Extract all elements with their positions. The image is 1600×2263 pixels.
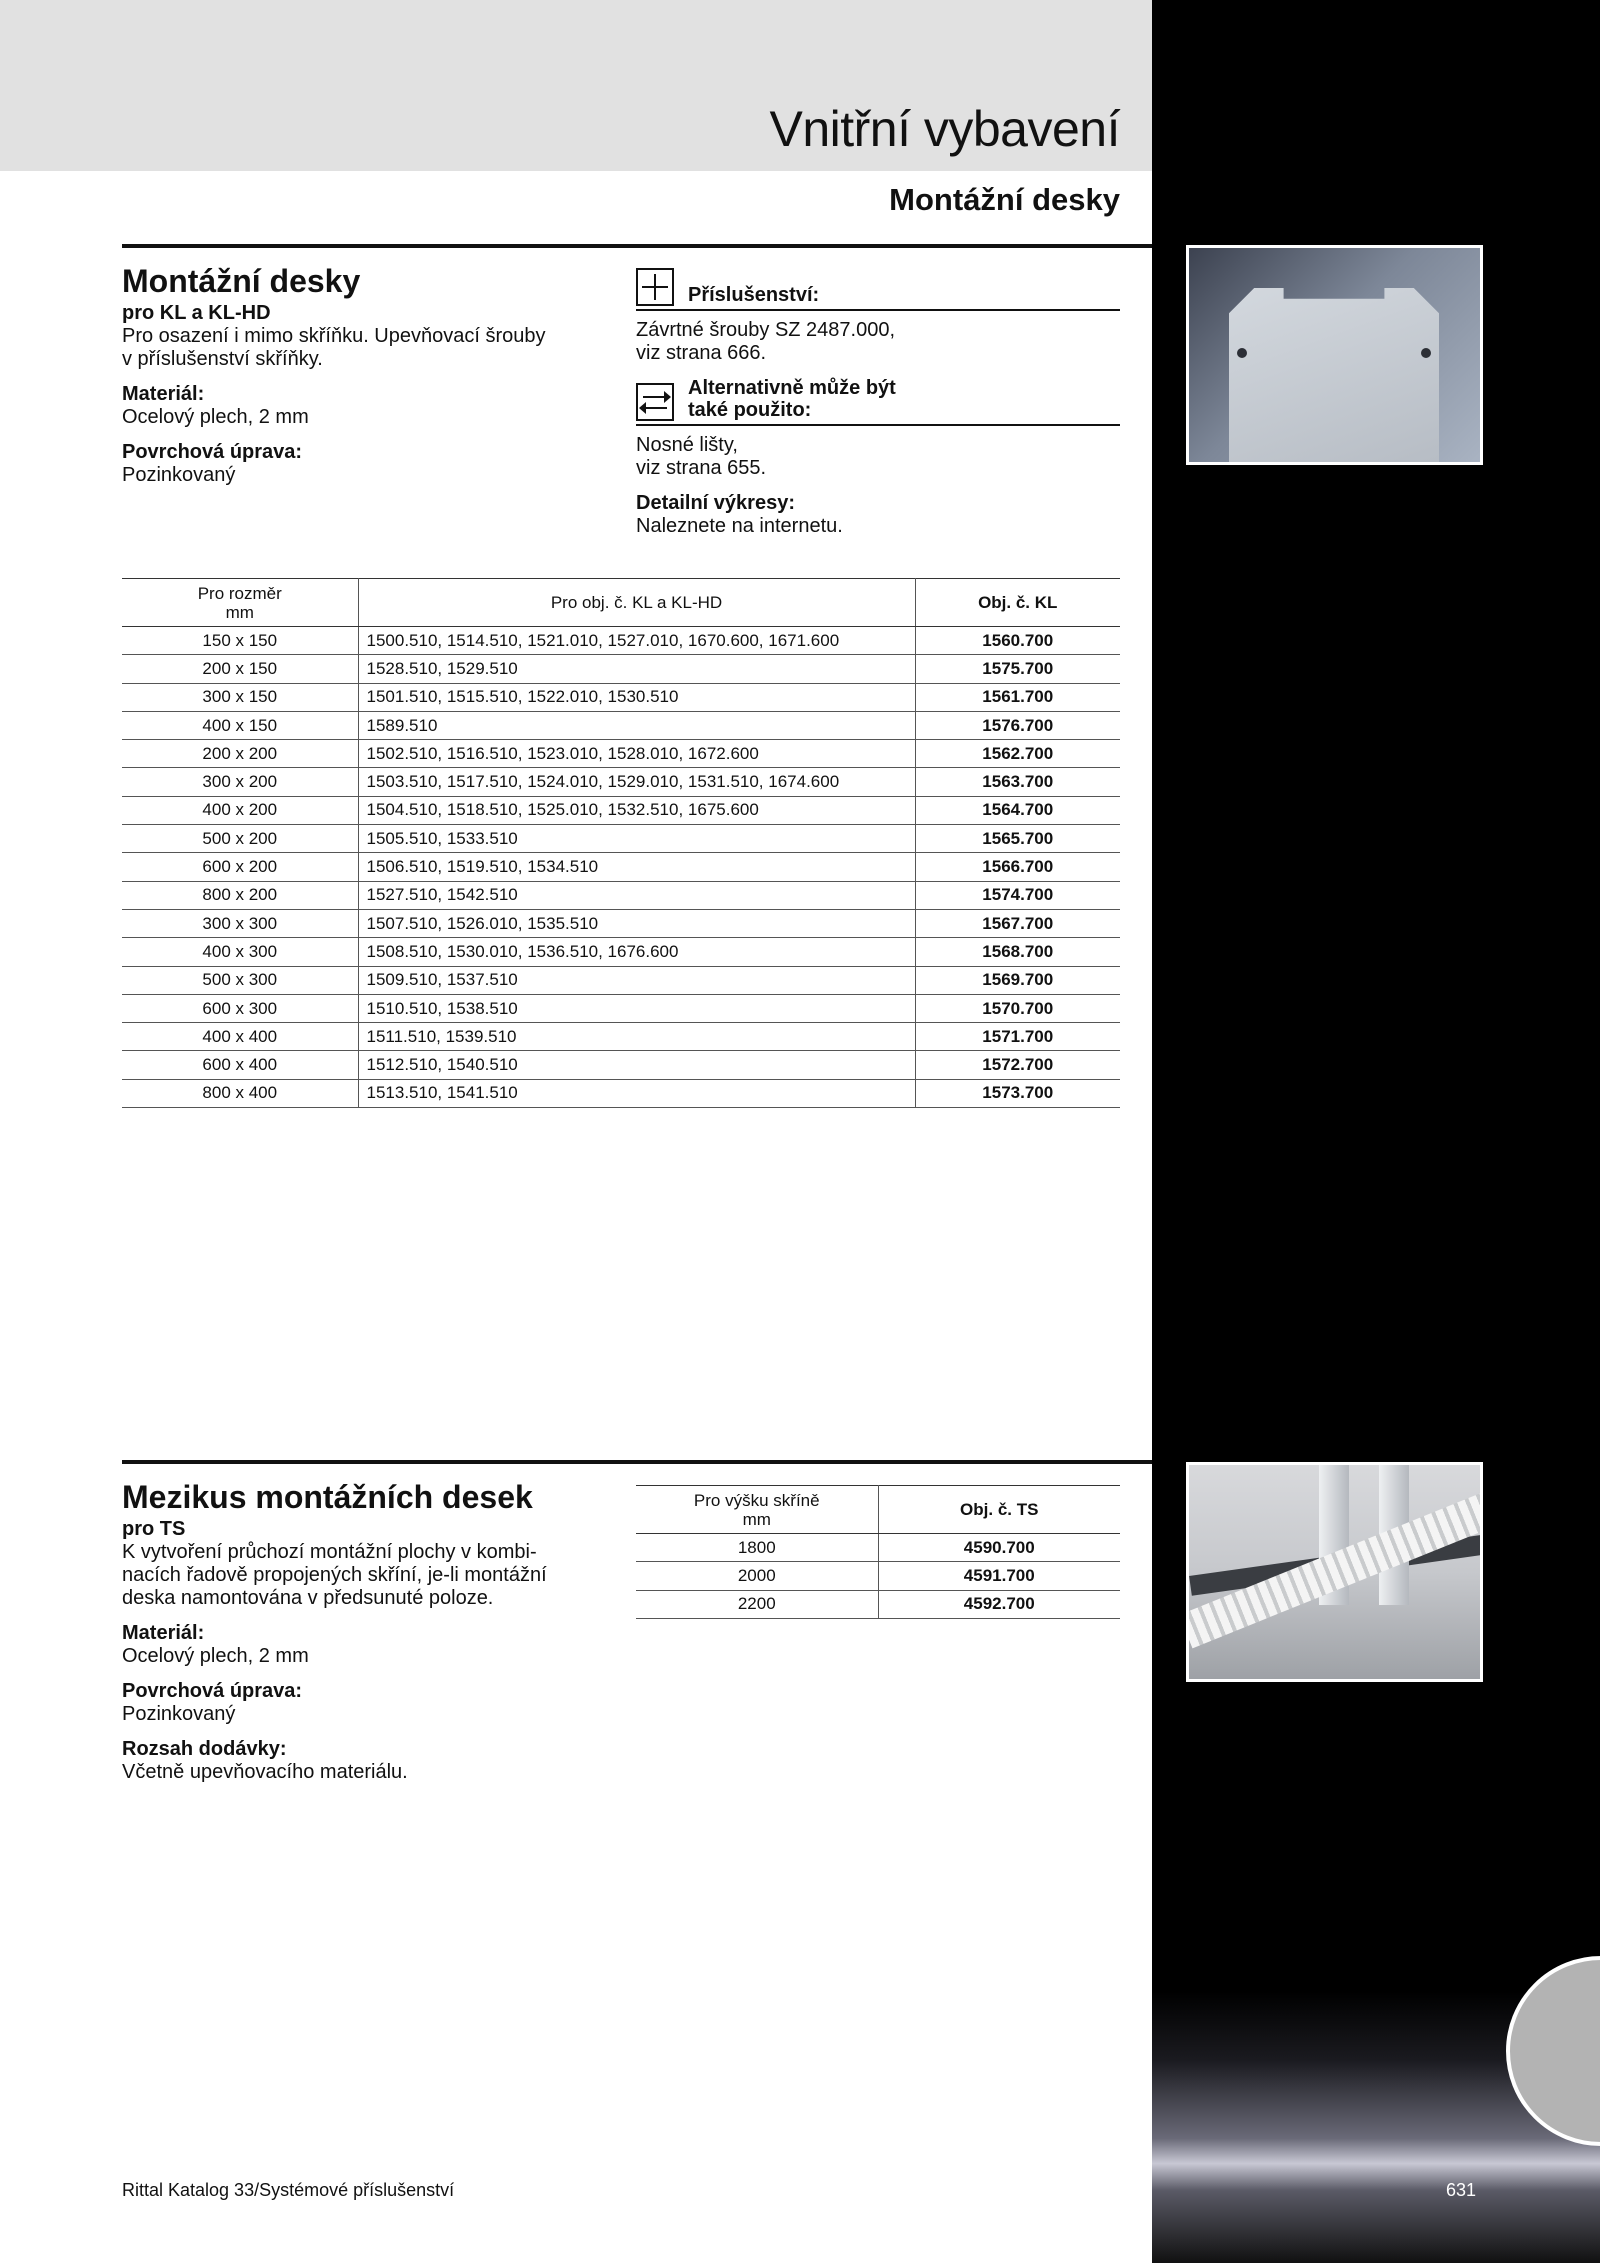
product2-table [636, 1485, 1120, 1619]
table-cell: 1568.700 [915, 938, 1120, 966]
table-cell: 1507.510, 1526.010, 1535.510 [358, 909, 915, 937]
table-cell: 1509.510, 1537.510 [358, 966, 915, 994]
product1-material-label: Materiál: [122, 383, 205, 405]
table-header: Obj. č. KL [915, 579, 1120, 627]
table-row [122, 740, 1120, 768]
accessories-text: Závrtné šrouby SZ 2487.000, viz strana 666. [636, 319, 896, 364]
table-cell: 1563.700 [915, 768, 1120, 796]
mounting-plate-photo [1186, 245, 1483, 465]
table-row [122, 683, 1120, 711]
footer-catalog: Rittal Katalog 33/Systémové příslušenství [122, 2180, 455, 2200]
table-header: Pro výšku skříně mm [636, 1486, 878, 1534]
table-cell: 4590.700 [878, 1534, 1120, 1562]
table-row [122, 1079, 1120, 1107]
table-cell: 300 x 300 [122, 909, 358, 937]
product1-side-info [636, 268, 1120, 538]
alternative-title: Alternativně může být také použito: [688, 377, 896, 421]
product1-surface: Pozinkovaný [122, 464, 236, 486]
page-number: 631 [1446, 2180, 1477, 2200]
product2-surface: Pozinkovaný [122, 1703, 236, 1725]
table-header: Pro obj. č. KL a KL-HD [358, 579, 915, 627]
table-cell: 1571.700 [915, 1023, 1120, 1051]
section-rule-1 [122, 244, 1152, 248]
table-row [122, 1023, 1120, 1051]
table-cell: 1510.510, 1538.510 [358, 994, 915, 1022]
table-cell: 400 x 150 [122, 711, 358, 739]
plate-adaptor-photo [1186, 1462, 1483, 1682]
table-cell: 1513.510, 1541.510 [358, 1079, 915, 1107]
table-cell: 1569.700 [915, 966, 1120, 994]
drawings-text: Naleznete na internetu. [636, 515, 843, 537]
section-title: Montážní desky [889, 182, 1120, 217]
table-cell: 1506.510, 1519.510, 1534.510 [358, 853, 915, 881]
product1-surface-label: Povrchová úprava: [122, 441, 303, 463]
product2-title: Mezikus montážních desek [122, 1479, 533, 1515]
product2-delivery-label: Rozsah dodávky: [122, 1738, 287, 1760]
product2-info [122, 1478, 622, 1784]
swap-arrows-icon [636, 383, 674, 421]
table-cell: 1560.700 [915, 627, 1120, 655]
table-cell: 1501.510, 1515.510, 1522.010, 1530.510 [358, 683, 915, 711]
table-cell: 1528.510, 1529.510 [358, 655, 915, 683]
table-cell: 1504.510, 1518.510, 1525.010, 1532.510, 1675.600 [358, 796, 915, 824]
accessories-title: Příslušenství: [688, 284, 820, 306]
product2-delivery: Včetně upevňovacího materiálu. [122, 1761, 408, 1783]
table-row [122, 994, 1120, 1022]
table-cell: 1561.700 [915, 683, 1120, 711]
table-cell: 1574.700 [915, 881, 1120, 909]
table-cell: 200 x 150 [122, 655, 358, 683]
table-cell: 1564.700 [915, 796, 1120, 824]
table-cell: 1502.510, 1516.510, 1523.010, 1528.010, 1672.600 [358, 740, 915, 768]
alternative-heading [636, 377, 1120, 426]
table-cell: 1508.510, 1530.010, 1536.510, 1676.600 [358, 938, 915, 966]
table-cell: 600 x 400 [122, 1051, 358, 1079]
table-row [122, 655, 1120, 683]
table-cell: 150 x 150 [122, 627, 358, 655]
table-row [122, 938, 1120, 966]
table-cell: 500 x 200 [122, 825, 358, 853]
table-cell: 1505.510, 1533.510 [358, 825, 915, 853]
table-row [636, 1562, 1120, 1590]
table-header: Obj. č. TS [878, 1486, 1120, 1534]
alternative-text: Nosné lišty, viz strana 655. [636, 434, 767, 479]
section-rule-2 [122, 1460, 1152, 1464]
plus-icon [636, 268, 674, 306]
table-cell: 1576.700 [915, 711, 1120, 739]
product2-description: K vytvoření průchozí montážní plochy v kombi- nacích řadově propojených skříní, je-li montážní deska namontována v předsunuté poloze. [122, 1541, 547, 1609]
product2-subtitle: pro TS [122, 1518, 186, 1540]
table-row [122, 909, 1120, 937]
table-cell: 1562.700 [915, 740, 1120, 768]
table-row [636, 1534, 1120, 1562]
table-cell: 400 x 300 [122, 938, 358, 966]
table-row [636, 1590, 1120, 1618]
table-cell: 400 x 400 [122, 1023, 358, 1051]
table-cell: 1572.700 [915, 1051, 1120, 1079]
product2-table-body [636, 1534, 1120, 1619]
table-cell: 1565.700 [915, 825, 1120, 853]
table-cell: 600 x 200 [122, 853, 358, 881]
table-cell: 1589.510 [358, 711, 915, 739]
product2-material-label: Materiál: [122, 1622, 205, 1644]
table-cell: 4592.700 [878, 1590, 1120, 1618]
table-cell: 1503.510, 1517.510, 1524.010, 1529.010, 1531.510, 1674.600 [358, 768, 915, 796]
table-cell: 1800 [636, 1534, 878, 1562]
mounting-plate-image [1229, 288, 1439, 465]
table-cell: 300 x 150 [122, 683, 358, 711]
table-cell: 200 x 200 [122, 740, 358, 768]
product2-surface-label: Povrchová úprava: [122, 1680, 303, 1702]
product1-material: Ocelový plech, 2 mm [122, 406, 309, 428]
product1-info [122, 262, 602, 487]
table-row [122, 627, 1120, 655]
table-row [122, 1051, 1120, 1079]
table-cell: 800 x 400 [122, 1079, 358, 1107]
table-row [122, 966, 1120, 994]
table-cell: 800 x 200 [122, 881, 358, 909]
chapter-title: Vnitřní vybavení [769, 101, 1120, 157]
product1-table [122, 578, 1120, 1108]
table-row [122, 796, 1120, 824]
table-cell: 1573.700 [915, 1079, 1120, 1107]
table-cell: 400 x 200 [122, 796, 358, 824]
table-cell: 500 x 300 [122, 966, 358, 994]
accessories-heading [636, 268, 1120, 311]
product1-title: Montážní desky [122, 263, 361, 299]
product1-table-body [122, 627, 1120, 1108]
table-header: Pro rozměr mm [122, 579, 358, 627]
table-cell: 1575.700 [915, 655, 1120, 683]
table-cell: 1527.510, 1542.510 [358, 881, 915, 909]
table-row [122, 711, 1120, 739]
table-cell: 600 x 300 [122, 994, 358, 1022]
table-row [122, 881, 1120, 909]
table-row [122, 825, 1120, 853]
table-cell: 1511.510, 1539.510 [358, 1023, 915, 1051]
table-cell: 300 x 200 [122, 768, 358, 796]
product1-subtitle: pro KL a KL-HD [122, 302, 271, 324]
product2-material: Ocelový plech, 2 mm [122, 1645, 309, 1667]
table-cell: 1566.700 [915, 853, 1120, 881]
table-cell: 1512.510, 1540.510 [358, 1051, 915, 1079]
product1-description: Pro osazení i mimo skříňku. Upevňovací šrouby v příslušenství skříňky. [122, 325, 546, 370]
table-cell: 1567.700 [915, 909, 1120, 937]
table-cell: 2200 [636, 1590, 878, 1618]
table-row [122, 768, 1120, 796]
table-cell: 4591.700 [878, 1562, 1120, 1590]
drawings-label: Detailní výkresy: [636, 492, 795, 514]
table-cell: 1500.510, 1514.510, 1521.010, 1527.010, 1670.600, 1671.600 [358, 627, 915, 655]
table-row [122, 853, 1120, 881]
table-cell: 1570.700 [915, 994, 1120, 1022]
table-cell: 2000 [636, 1562, 878, 1590]
